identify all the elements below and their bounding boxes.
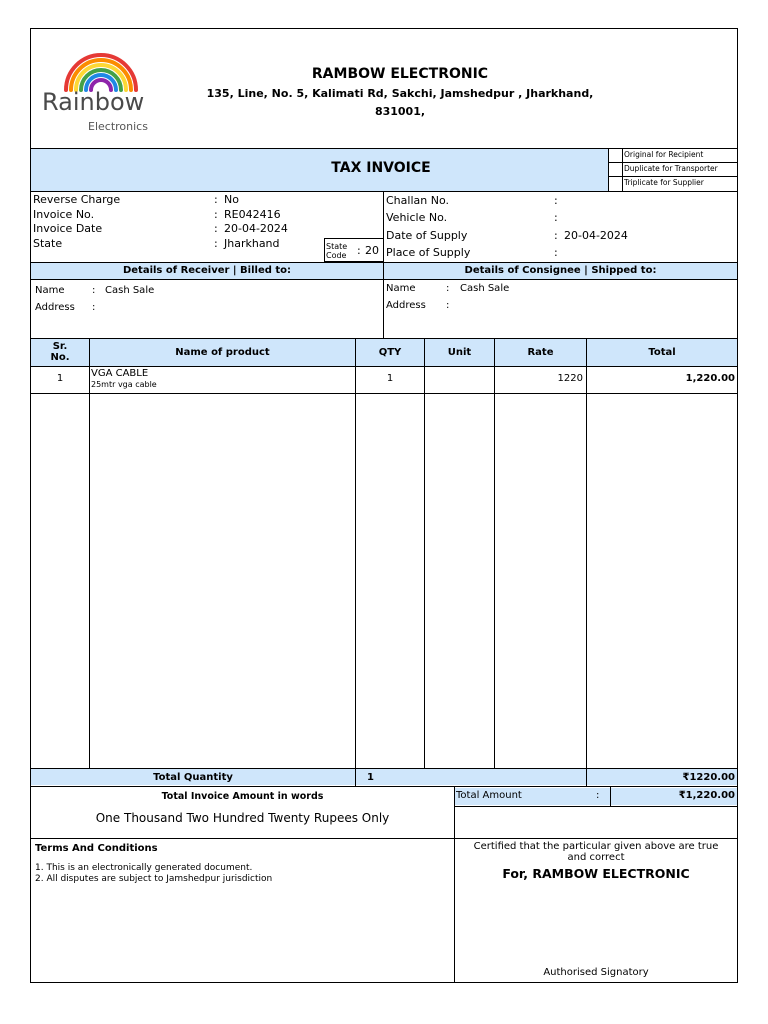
amount-in-words-label: Total Invoice Amount in words [161, 791, 324, 802]
total-amount-label: Total Amount [456, 790, 522, 801]
invoice-no-label: Invoice No. [33, 208, 95, 221]
state-code-label-line2: Code [326, 251, 347, 260]
authorised-signatory: Authorised Signatory [543, 967, 649, 978]
col-header-rate: Rate [527, 347, 554, 358]
state-colon: : [214, 237, 218, 250]
challan-no-label: Challan No. [386, 194, 449, 207]
consignee-name-label: Name [386, 283, 416, 294]
col-header-unit: Unit [447, 347, 472, 358]
total-amount-value: ₹1,220.00 [678, 790, 735, 801]
col-header-product: Name of product [175, 347, 270, 358]
copy-checkbox-duplicate[interactable] [609, 163, 622, 176]
for-company: For, RAMBOW ELECTRONIC [502, 866, 690, 881]
row-product-name: VGA CABLE [91, 368, 149, 379]
terms-line-2: 2. All disputes are subject to Jamshedpur jurisdiction [35, 874, 273, 884]
challan-no-colon: : [554, 194, 558, 207]
row-sr: 1 [56, 373, 64, 384]
reverse-charge-value: No [224, 193, 239, 206]
logo-subtitle: Electronics [88, 120, 148, 133]
company-address-line1: 135, Line, No. 5, Kalimati Rd, Sakchi, Jamshedpur , Jharkhand, [206, 87, 594, 100]
receiver-name-value: Cash Sale [105, 285, 155, 296]
copy-checkbox-original[interactable] [609, 149, 622, 162]
table-row [31, 367, 737, 393]
terms-title: Terms And Conditions [35, 843, 158, 854]
col-header-qty: QTY [378, 347, 402, 358]
amount-in-words-text: One Thousand Two Hundred Twenty Rupees Only [95, 811, 390, 825]
company-name: RAMBOW ELECTRONIC [311, 66, 489, 82]
consignee-address-label: Address [386, 300, 426, 311]
row-total: 1,220.00 [685, 373, 735, 384]
copy-label-original: Original for Recipient [624, 150, 704, 159]
reverse-charge-label: Reverse Charge [33, 193, 121, 206]
state-value: Jharkhand [224, 237, 280, 250]
date-of-supply-label: Date of Supply [386, 229, 468, 242]
col-header-sr-line2: No. [50, 352, 70, 363]
place-of-supply-label: Place of Supply [386, 246, 471, 259]
state-code-colon: : [357, 244, 361, 257]
terms-line-1: 1. This is an electronically generated document. [35, 863, 253, 873]
col-header-sr-line1: Sr. [52, 341, 68, 352]
state-code-value: 20 [365, 244, 379, 257]
copy-checkbox-triplicate[interactable] [609, 177, 622, 190]
date-of-supply-colon: : [554, 229, 558, 242]
row-rate: 1220 [557, 373, 583, 384]
reverse-charge-colon: : [214, 193, 218, 206]
row-qty: 1 [386, 373, 394, 384]
total-quantity-value: 1 [367, 772, 374, 783]
state-code-label-line1: State [326, 242, 348, 251]
consignee-address-colon: : [446, 300, 450, 311]
vehicle-no-colon: : [554, 211, 558, 224]
receiver-name-label: Name [35, 285, 65, 296]
invoice-title: TAX INVOICE [331, 160, 431, 176]
consignee-name-value: Cash Sale [460, 283, 510, 294]
total-amount-colon: : [596, 790, 600, 801]
invoice-date-label: Invoice Date [33, 222, 103, 235]
certification-line-1: Certified that the particular given above are true [473, 841, 719, 852]
consignee-title: Details of Consignee | Shipped to: [464, 265, 657, 276]
company-address-line2: 831001, [374, 105, 426, 118]
receiver-address-colon: : [92, 302, 96, 313]
total-value: ₹1220.00 [682, 772, 735, 783]
invoice-no-colon: : [214, 208, 218, 221]
certification-line-2: and correct [567, 852, 625, 863]
place-of-supply-colon: : [554, 246, 558, 259]
date-of-supply-value: 20-04-2024 [564, 229, 628, 242]
vehicle-no-label: Vehicle No. [386, 211, 448, 224]
company-logo [38, 50, 168, 140]
receiver-address-label: Address [35, 302, 75, 313]
state-label: State [33, 237, 63, 250]
invoice-date-value: 20-04-2024 [224, 222, 288, 235]
receiver-title: Details of Receiver | Billed to: [122, 265, 292, 276]
copy-label-triplicate: Triplicate for Supplier [624, 178, 704, 187]
total-quantity-label: Total Quantity [153, 772, 233, 783]
col-header-total: Total [648, 347, 676, 358]
row-product-description: 25mtr vga cable [91, 380, 157, 389]
copy-label-duplicate: Duplicate for Transporter [624, 164, 718, 173]
receiver-name-colon: : [92, 285, 96, 296]
invoice-date-colon: : [214, 222, 218, 235]
consignee-name-colon: : [446, 283, 450, 294]
invoice-no-value: RE042416 [224, 208, 281, 221]
logo-wordmark: Rainbow [42, 88, 145, 116]
